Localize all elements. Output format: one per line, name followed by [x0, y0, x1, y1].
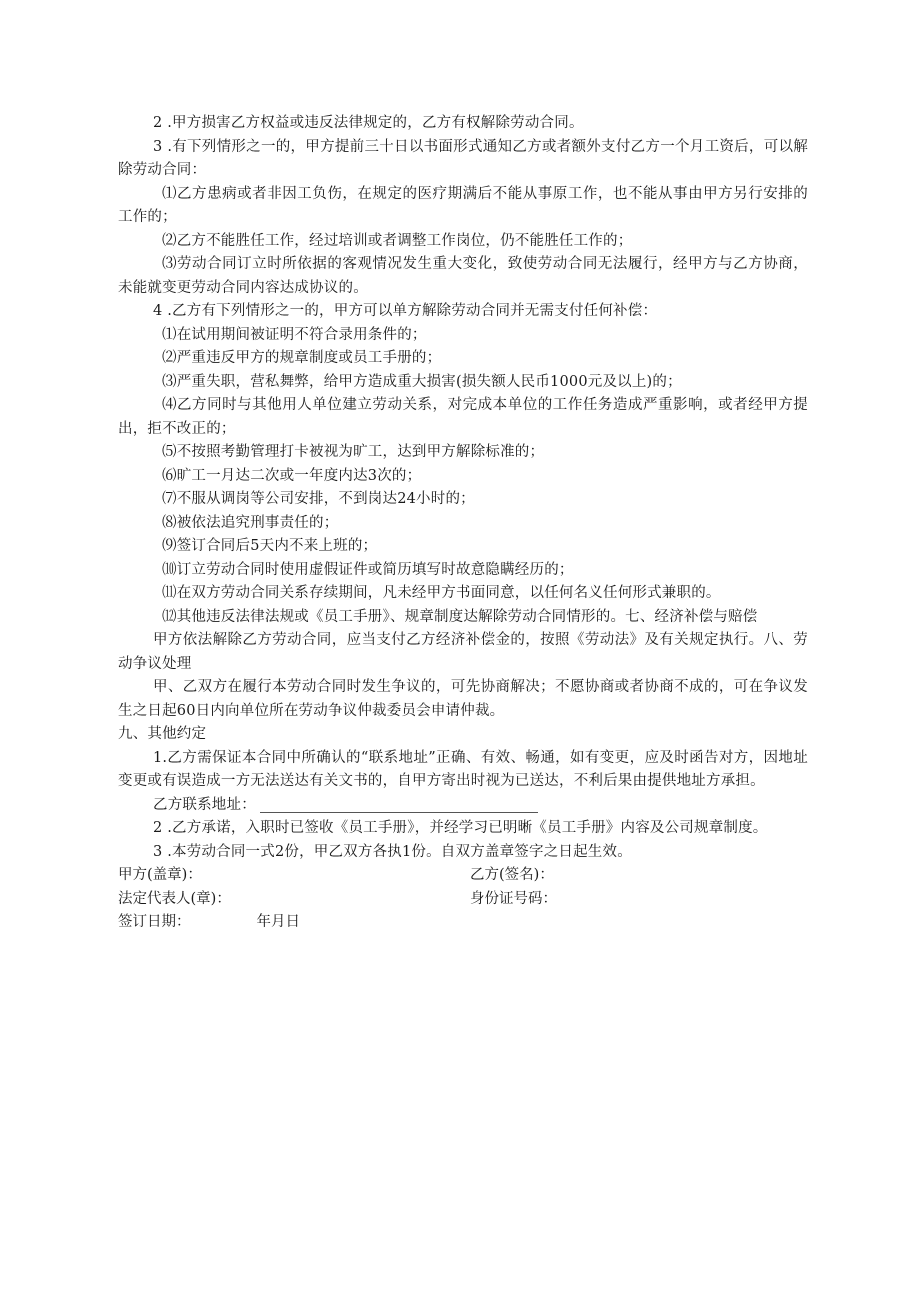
clause-4-item-3: ⑶严重失职，营私舞弊，给甲方造成重大损害(损失额人民币1000元及以上)的；	[162, 373, 682, 390]
clause-4-item-9: ⑼签订合同后5天内不来上班的；	[162, 538, 378, 554]
address-label: 乙方联系地址：	[153, 796, 256, 813]
signature-row-2	[118, 888, 808, 912]
clause-4-item-2: ⑵严重违反甲方的规章制度或员工手册的；	[162, 350, 442, 366]
signature-row-1	[118, 864, 808, 888]
party-b-sign-label: 乙方(签名)：	[470, 867, 554, 883]
clause-4-item-5: ⑸不按照考勤管理打卡被视为旷工，达到甲方解除标准的；	[162, 444, 545, 460]
clause-4-item-4: ⑷乙方同时与其他用人单位建立劳动关系，对完成本单位的工作任务造成严重影响，或者经甲方提出，拒不改正的；	[118, 397, 808, 437]
signature-row-3	[118, 911, 808, 935]
legal-rep-label: 法定代表人(章)：	[118, 890, 231, 907]
clause-4-item-12: ⑿其他违反法律法规或《员工手册》、规章制度达解除劳动合同情形的。七、经济补偿与赔偿	[162, 608, 758, 625]
address-row	[118, 794, 808, 818]
party-a-seal-label: 甲方(盖章)：	[118, 867, 202, 883]
clause-3-item-2: ⑵乙方不能胜任工作，经过培训或者调整工作岗位，仍不能胜任工作的；	[162, 232, 633, 249]
other-heading: 九、其他约定	[118, 726, 207, 742]
id-number-label: 身份证号码：	[470, 890, 557, 907]
sign-date-label: 签订日期：	[118, 914, 191, 930]
other-item-1: 1.乙方需保证本合同中所确认的“联系地址”正确、有效、畅通，如有变更，应及时函告对方，因地址变更或有误造成一方无法送达有关文书的，自甲方寄出时视为已送达，不利后果由提供地址方承担。	[118, 749, 808, 789]
clause-4-item-7: ⑺不服从调岗等公司安排，不到岗达24小时的；	[162, 491, 475, 507]
clause-2: 2 .甲方损害乙方权益或违反法律规定的，乙方有权解除劳动合同。	[153, 115, 584, 131]
address-blank-line[interactable]	[260, 796, 538, 813]
contract-page	[118, 112, 808, 935]
clause-4-item-6: ⑹旷工一月达二次或一年度内达3次的；	[162, 467, 422, 484]
clause-4-item-10: ⑽订立劳动合同时使用虚假证件或简历填写时故意隐瞒经历的；	[162, 561, 574, 578]
clause-4-item-1: ⑴在试用期间被证明不符合录用条件的；	[162, 326, 427, 343]
clause-4-item-8: ⑻被依法追究刑事责任的；	[162, 514, 339, 531]
sign-date-value: 年月日	[256, 914, 300, 930]
dispute-paragraph: 甲、乙双方在履行本劳动合同时发生争议的，可先协商解决；不愿协商或者协商不成的，可在争议发生之日起60日内向单位所在劳动争议仲裁委员会申请仲裁。	[118, 679, 808, 719]
clause-3-item-3: ⑶劳动合同订立时所依据的客观情况发生重大变化，致使劳动合同无法履行，经甲方与乙方协商，未能就变更劳动合同内容达成协议的。	[118, 256, 808, 296]
clause-3-item-1: ⑴乙方患病或者非因工负伤，在规定的医疗期满后不能从事原工作，也不能从事由甲方另行安排的工作的；	[118, 185, 808, 225]
compensation-paragraph: 甲方依法解除乙方劳动合同，应当支付乙方经济补偿金的，按照《劳动法》及有关规定执行。八、劳动争议处理	[118, 632, 808, 672]
clause-3: 3 .有下列情形之一的，甲方提前三十日以书面形式通知乙方或者额外支付乙方一个月工资后，可以解除劳动合同：	[118, 138, 808, 178]
clause-4-item-11: ⑾在双方劳动合同关系存续期间，凡未经甲方书面同意，以任何名义任何形式兼职的。	[162, 585, 721, 601]
other-item-3: 3 .本劳动合同一式2份，甲乙双方各执1份。自双方盖章签字之日起生效。	[153, 843, 632, 860]
clause-4: 4 .乙方有下列情形之一的，甲方可以单方解除劳动合同并无需支付任何补偿：	[153, 303, 658, 319]
other-item-2: 2 .乙方承诺，入职时已签收《员工手册》，并经学习已明晰《员工手册》内容及公司规章制度。	[153, 820, 768, 836]
